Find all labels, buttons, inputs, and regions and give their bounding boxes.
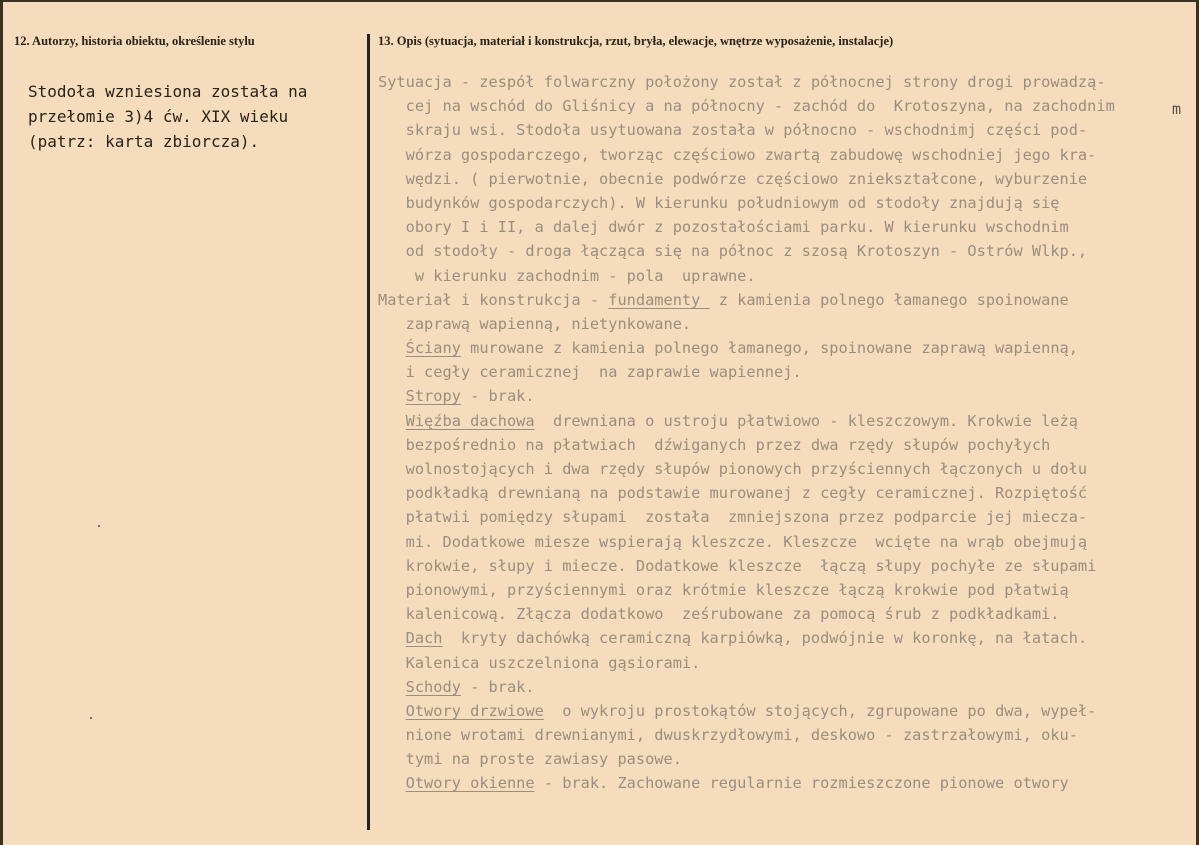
description-line [378,264,1115,288]
card-left-border [0,0,3,845]
underlined-heading: Ściany [405,339,461,358]
line-text: zaprawą wapienną, nietynkowane. [405,314,692,333]
description-line [378,360,1115,384]
underlined-heading: Otwory drzwiowe [405,701,544,720]
description-line [378,312,1115,336]
line-text [378,678,406,696]
line-text [378,460,406,478]
line-text [378,726,406,744]
line-text [378,242,406,260]
description-line [378,191,1115,215]
line-text [378,194,406,212]
line-text: cej na wschód do Gliśnicy a na północny - zachód do Krotoszyna, na zachodnim [405,97,1115,116]
line-text [378,533,406,551]
line-text: kryty dachówką ceramiczną karpiówką, podwójnie w koronkę, na łatach. [442,629,1088,648]
description-line [378,481,1115,505]
line-text [378,605,406,623]
line-text: z kamienia polnego łamanego spoinowane [709,290,1069,309]
line-text: Sytuacja - zespół folwarczny położony został z północnej strony drogi prowadzą- [378,73,1106,91]
line-text [378,218,406,236]
description-line [378,409,1115,433]
underlined-heading: Otwory okienne [405,774,535,793]
description-line [378,336,1115,360]
line-text: skraju wsi. Stodoła usytuowana została w północno - wschodnimj części pod- [405,121,1088,140]
underlined-heading: Stropy [405,387,461,406]
description-line [378,771,1115,795]
description-line [378,239,1115,263]
description-line [378,723,1115,747]
line-text [378,363,406,381]
line-text: murowane z kamienia polnego łamanego, spoinowane zaprawą wapienną, [460,339,1078,358]
description-line [378,215,1115,239]
description-line [378,747,1115,771]
description-line [378,554,1115,578]
section-12-body: Stodoła wzniesiona została na przełomie 3)4 ćw. XIX wieku (patrz: karta zbiorcza). [28,82,308,151]
line-text: wórza gospodarczego, tworząc częściowo zwartą zabudowę wschodniej jego kra- [405,145,1097,164]
line-text: obory I i II, a dalej dwór z pozostałościami parku. W kierunku wschodnim [405,218,1069,237]
description-line [378,505,1115,529]
line-text [378,508,406,526]
line-text: drewniana o ustroju płatwiowo - kleszczowym. Krokwie leżą [534,411,1078,430]
line-text: w kierunku zachodnim - pola uprawne. [414,266,756,285]
description-line [378,457,1115,481]
line-text: bezpośrednio na płatwiach dźwiganych przez dwa rzędy słupów pochyłych [405,435,1051,454]
section-13-body [378,70,1115,796]
description-line [378,384,1115,408]
description-line [378,699,1115,723]
line-text: - brak. [460,677,535,696]
line-text [378,315,406,333]
line-text: Kalenica uszczelniona gąsiorami. [405,653,701,672]
line-text: podkładką drewnianą na podstawie murowanej z cegły ceramicznej. Rozpiętość [405,484,1088,503]
line-text: wolnostojących i dwa rzędy słupów pionowych przyściennych łączonych u dołu [405,460,1088,478]
line-text [378,774,406,792]
line-text: budynków gospodarczych). W kierunku południowym od stodoły znajdują się [405,193,1060,212]
description-line [378,626,1115,650]
line-text: - brak. [460,387,535,406]
line-text [378,702,406,720]
line-text: wędzi. ( pierwotnie, obecnie podwórze częściowo zniekształcone, wyburzenie [405,169,1088,188]
margin-mark: m [1172,100,1182,118]
line-text [378,484,406,502]
description-line [378,118,1115,142]
line-text: mi. Dodatkowe miesze wspierają kleszcze. Kleszcze wcięte na wrąb obejmują [405,532,1088,551]
underlined-heading: Dach [405,629,443,648]
section-13-header: 13. Opis (sytuacja, materiał i konstrukcja, rzut, bryła, elewacje, wnętrze wyposażenie, instalacje) [378,34,894,48]
line-text: od stodoły - droga łącząca się na północ z szosą Krotoszyn - Ostrów Wlkp., [405,242,1088,261]
line-text: nione wrotami drewnianymi, dwuskrzydłowymi, deskowo - zastrzałowymi, oku- [405,726,1078,745]
description-line [378,578,1115,602]
underlined-heading: Więźba dachowa [405,411,535,430]
line-text [378,654,406,672]
line-text [378,97,406,115]
description-line [378,602,1115,626]
line-text [378,750,406,768]
line-text [378,121,406,139]
line-text [378,387,406,405]
underlined-heading: Schody [405,677,461,696]
line-text [378,339,406,357]
line-text: krokwie, słupy i miecze. Dodatkowe kleszcze łączą słupy pochyłe ze słupami [405,556,1097,575]
line-text: kalenicową. Złącza dodatkowo ześrubowane za pomocą śrub z podkładkami. [405,605,1060,624]
column-divider [367,34,370,830]
line-text [378,267,415,285]
description-line [378,530,1115,554]
description-line [378,70,1115,94]
line-text: o wykroju prostokątów stojących, zgrupowane po dwa, wypeł- [543,701,1097,720]
line-text [378,146,406,164]
paper-speck [98,525,100,527]
description-line [378,288,1115,312]
line-text [378,557,406,575]
line-text [378,412,406,430]
section-12-header: 12. Autorzy, historia obiektu, określenie stylu [14,34,255,48]
description-line [378,167,1115,191]
line-text: - brak. Zachowane regularnie rozmieszczone pionowe otwory [534,774,1069,793]
underlined-heading: fundamenty [608,290,710,309]
line-text: i cegły ceramicznej na zaprawie wapiennej. [405,363,802,382]
description-line [378,433,1115,457]
description-line [378,651,1115,675]
paper-speck [90,717,92,719]
line-text [378,629,406,647]
description-line [378,94,1115,118]
line-text [378,170,406,188]
line-text [378,436,406,454]
line-text: płatwii pomiędzy słupami została zmniejszona przez podparcie jej miecza- [405,508,1088,527]
description-line [378,143,1115,167]
line-text: Materiał i konstrukcja - [378,290,609,309]
line-text: tymi na proste zawiasy pasowe. [405,750,682,769]
line-text [378,581,406,599]
line-text: pionowymi, przyściennymi oraz krótmie kleszcze łączą krokwie pod płatwią [405,580,1069,599]
description-line [378,675,1115,699]
card-top-border [0,0,1199,2]
